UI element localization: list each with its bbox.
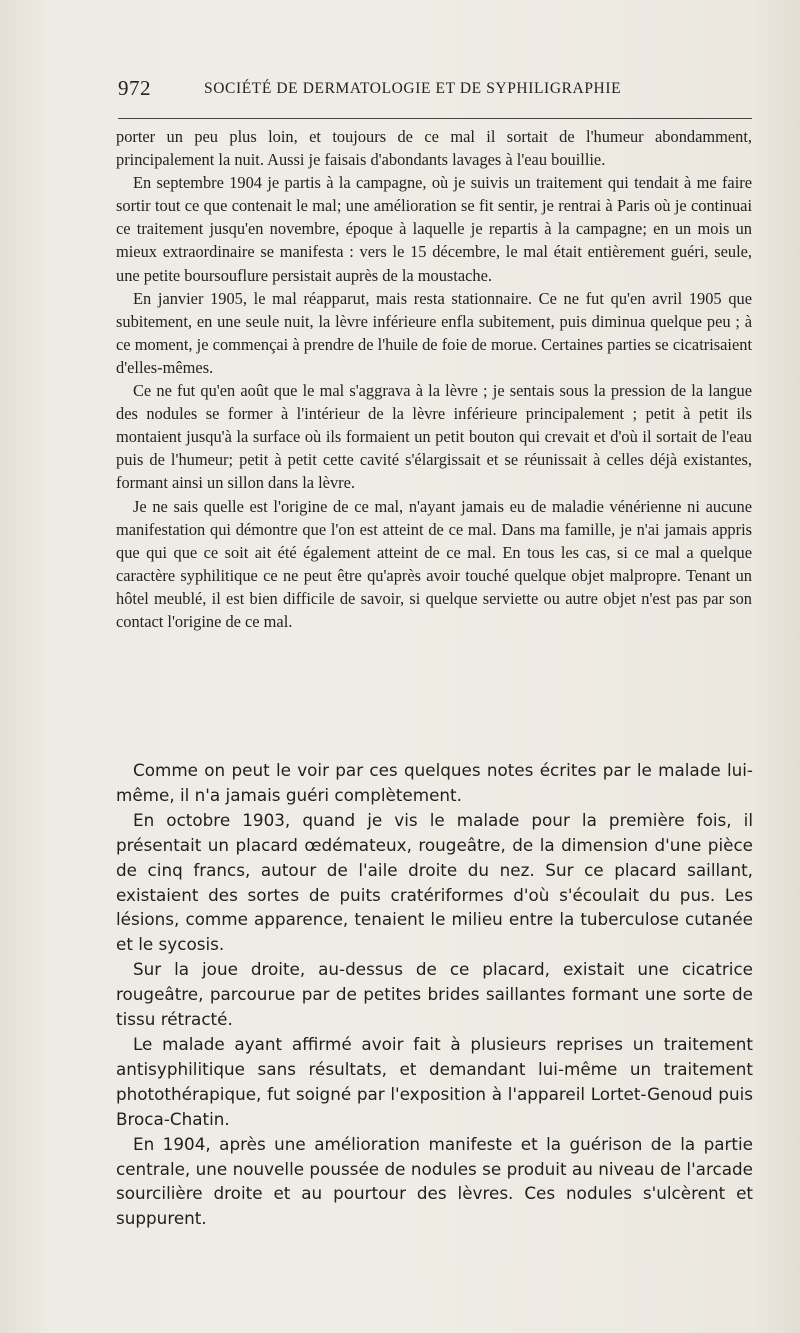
header-rule	[118, 118, 752, 119]
page-number: 972	[118, 76, 151, 100]
letter-paragraph: En septembre 1904 je partis à la campagne, où je suivis un traitement qui tendait à me faire sortir tout ce que contenait le mal; une amélioration se fit sentir, je rentrai à Paris où je continuai ce traitement jusqu'en novembre, époque à laquelle je repartis à la campagne; en un mois un mieux extraordinaire se manifesta : vers le 15 décembre, le mal était entièrement guéri, seule, une petite boursouflure persistait auprès de la moustache.	[116, 173, 752, 285]
letter-paragraph: Ce ne fut qu'en août que le mal s'aggrava à la lèvre ; je sentais sous la pression de la langue des nodules se former à l'intérieur de la lèvre inférieure principalement ; petit à petit ils montaient jusqu'à la surface où ils formaient un petit bouton qui crevait et d'où il sortait de l'eau puis de l'humeur; petit à petit cette cavité s'élargissait et se réunissait à celles déjà existantes, formant ainsi un sillon dans la lèvre.	[116, 381, 752, 493]
letter-paragraph: porter un peu plus loin, et toujours de ce mal il sortait de l'humeur abondamment, principalement la nuit. Aussi je faisais d'abondants lavages à l'eau bouillie.	[116, 127, 752, 170]
notes-paragraph: En 1904, après une amélioration manifeste et la guérison de la partie centrale, une nouvelle poussée de nodules se produit au niveau de l'arcade sourcilière droite et au pourtour des lèvres. Ces nodules s'ulcèrent et suppurent.	[116, 1133, 753, 1229]
page-header	[118, 74, 752, 104]
patient-letter	[116, 125, 752, 633]
notes-paragraph: En octobre 1903, quand je vis le malade pour la première fois, il présentait un placard œdémateux, rougeâtre, de la dimension d'une pièce de cinq francs, autour de l'aile droite du nez. Sur ce placard saillant, existaient des sortes de puits cratériformes d'où s'écoulait du pus. Les lésions, comme apparence, tenaient le milieu entre la tuberculose cutanée et le sycosis.	[116, 809, 753, 955]
clinical-notes	[116, 758, 753, 1231]
notes-paragraph: Comme on peut le voir par ces quelques notes écrites par le malade lui-même, il n'a jamais guéri complètement.	[116, 760, 753, 805]
letter-paragraph: Je ne sais quelle est l'origine de ce mal, n'ayant jamais eu de maladie vénérienne ni aucune manifestation qui démontre que l'on est atteint de ce mal. Dans ma famille, je n'ai jamais appris que qui que ce soit ait été également atteint de ce mal. En tous les cas, si ce mal a quelque caractère syphilitique ce ne peut être qu'après avoir touché quelque objet malpropre. Tenant un hôtel meublé, il est bien difficile de savoir, si quelque serviette ou autre objet n'est pas par son contact l'origine de ce mal.	[116, 496, 752, 631]
notes-paragraph: Le malade ayant affirmé avoir fait à plusieurs reprises un traitement antisyphilitique sans résultats, et demandant lui-même un traitement photothérapique, fut soigné par l'exposition à l'appareil Lortet-Genoud puis Broca-Chatin.	[116, 1033, 753, 1129]
letter-paragraph: En janvier 1905, le mal réapparut, mais resta stationnaire. Ce ne fut qu'en avril 1905 que subitement, en une seule nuit, la lèvre inférieure enfla subitement, puis diminua quelque peu ; à ce moment, je commençai à prendre de l'huile de foie de morue. Certaines parties se cicatrisaient d'elles-mêmes.	[116, 288, 752, 377]
notes-paragraph: Sur la joue droite, au-dessus de ce placard, existait une cicatrice rougeâtre, parcourue par de petites brides saillantes formant une sorte de tissu rétracté.	[116, 959, 753, 1030]
running-title: SOCIÉTÉ DE DERMATOLOGIE ET DE SYPHILIGRAPHIE	[204, 80, 622, 97]
